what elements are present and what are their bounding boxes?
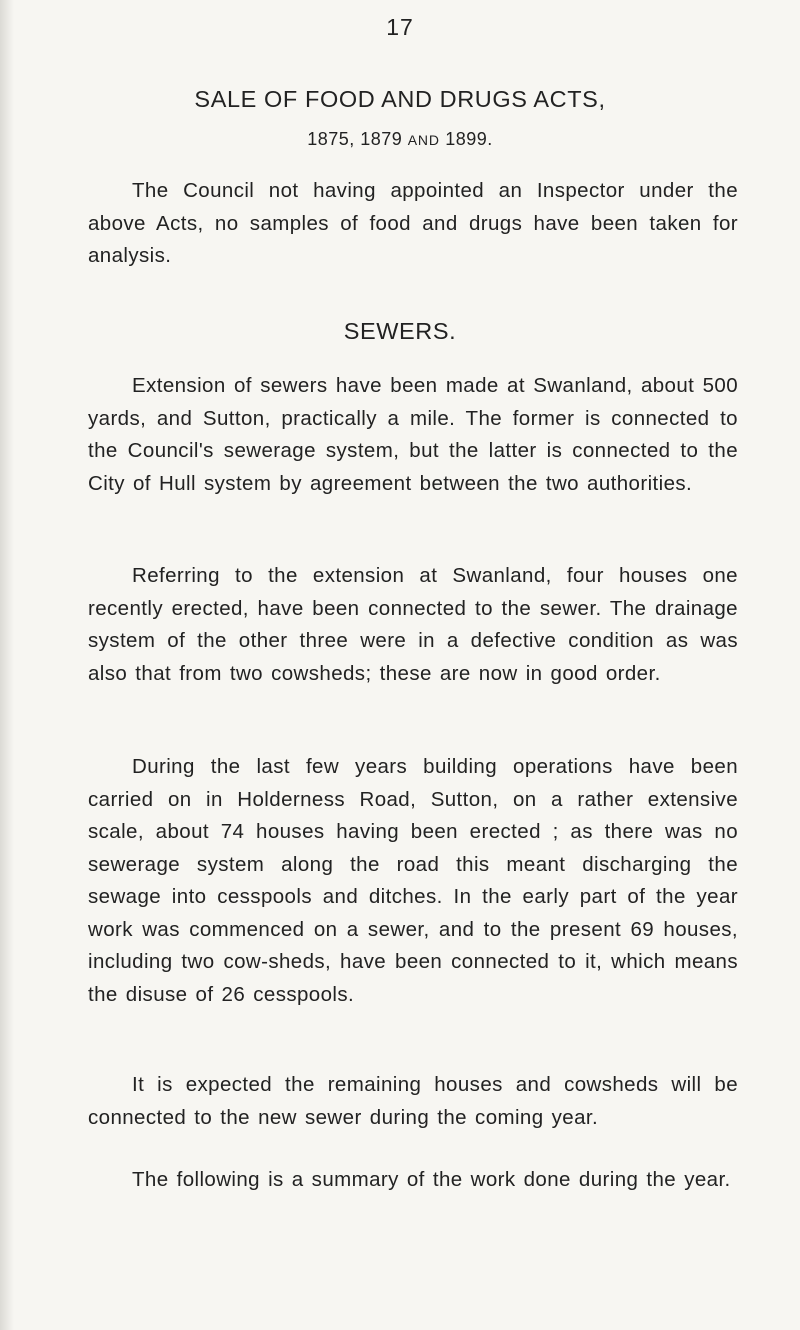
years-and: AND [407,132,440,148]
paragraph-summary: The following is a summary of the work done during the year. [132,1168,731,1191]
paragraph-expected: It is expected the remaining houses and cowsheds will be connected to the new sewer during the coming year. [88,1073,738,1129]
paragraph-extension: Extension of sewers have been made at Swanland, about 500 yards, and Sutton, practically a mile. The former is connected to the Council's sewerage system, but the latter is connected to the City of Hull system by agreement between the two authorities. [88,374,738,495]
paragraph-holderness-road: During the last few years building operations have been carried on in Holderness Road, Sutton, on a rather extensive scale, about 74 houses having been erected ; as there was no sewerage system along the road this meant discharging the sewage into cesspools and ditches. In the early part of the year work was commenced on a sewer, and to the present 69 houses, including two cow-sheds, have been connected to it, which means the disuse of 26 cesspools. [88,755,738,1006]
years-suffix: 1899. [439,129,493,149]
paragraph-inspector: The Council not having appointed an Inspector under the above Acts, no samples of food and drugs have been taken for analysis. [88,179,738,267]
section-title-food-drugs-acts: SALE OF FOOD AND DRUGS ACTS, [194,86,606,112]
years-prefix: 1875, 1879 [307,129,408,149]
section-subtitle-years [0,129,800,150]
paragraph-swanland: Referring to the extension at Swanland, four houses one recently erected, have been connected to the sewer. The drainage system of the other three were in a defective condition as was also that from two cowsheds; these are now in good order. [88,564,738,685]
section-title-sewers: SEWERS. [343,318,457,344]
page-number: 17 [386,14,414,40]
